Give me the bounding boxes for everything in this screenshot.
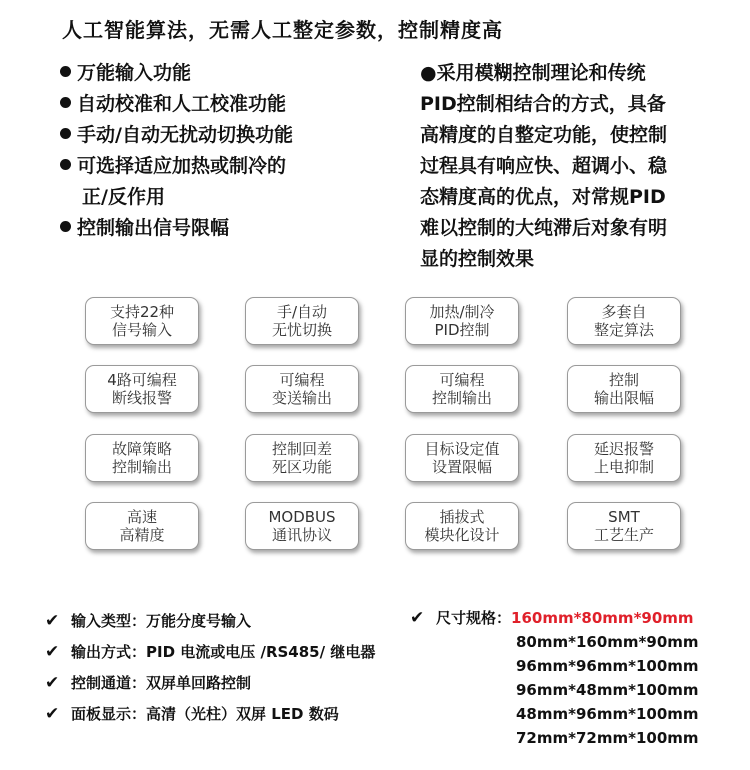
feature-card: 延迟报警 上电抑制 bbox=[567, 434, 681, 482]
size-primary: 160mm*80mm*90mm bbox=[511, 609, 694, 627]
check-icon: ✔ bbox=[45, 611, 60, 631]
size-option: 96mm*48mm*100mm bbox=[516, 681, 699, 699]
feature-card: 4路可编程 断线报警 bbox=[85, 365, 199, 413]
feature-item-continued: 正/反作用 bbox=[82, 186, 165, 208]
feature-card: 支持22种 信号输入 bbox=[85, 297, 199, 345]
spec-item: ✔ 控制通道：双屏单回路控制 bbox=[45, 668, 375, 699]
feature-item: 自动校准和人工校准功能 bbox=[60, 89, 380, 120]
description-block bbox=[420, 58, 720, 275]
feature-card: 手/自动 无忧切换 bbox=[245, 297, 359, 345]
description-line: 显的控制效果 bbox=[420, 248, 535, 270]
feature-item: 控制输出信号限幅 bbox=[60, 213, 380, 244]
bullet-icon bbox=[60, 66, 71, 77]
feature-list bbox=[60, 58, 380, 244]
spec-item: ✔ 输入类型：万能分度号输入 bbox=[45, 606, 375, 637]
size-label: 尺寸规格： bbox=[436, 609, 512, 627]
check-icon: ✔ bbox=[45, 642, 60, 662]
feature-card: 故障策略 控制输出 bbox=[85, 434, 199, 482]
check-icon: ✔ bbox=[410, 608, 425, 628]
check-icon: ✔ bbox=[45, 704, 60, 724]
description-line: 难以控制的大纯滞后对象有明 bbox=[420, 217, 668, 239]
spec-item: ✔ 输出方式：PID 电流或电压 /RS485/ 继电器 bbox=[45, 637, 375, 668]
bullet-icon bbox=[60, 159, 71, 170]
size-option: 96mm*96mm*100mm bbox=[516, 657, 699, 675]
size-spec bbox=[410, 606, 699, 750]
feature-card: MODBUS 通讯协议 bbox=[245, 502, 359, 550]
description-line: 高精度的自整定功能，使控制 bbox=[420, 124, 668, 146]
feature-card: 插拔式 模块化设计 bbox=[405, 502, 519, 550]
spec-list bbox=[45, 606, 375, 730]
feature-item: 可选择适应加热或制冷的 bbox=[60, 151, 380, 182]
bullet-icon bbox=[60, 128, 71, 139]
feature-grid bbox=[85, 297, 685, 557]
description-line: PID控制相结合的方式，具备 bbox=[420, 93, 666, 115]
bullet-icon bbox=[60, 97, 71, 108]
check-icon: ✔ bbox=[45, 673, 60, 693]
feature-card: 目标设定值 设置限幅 bbox=[405, 434, 519, 482]
feature-card: SMT 工艺生产 bbox=[567, 502, 681, 550]
bullet-icon bbox=[60, 221, 71, 232]
feature-card: 可编程 变送输出 bbox=[245, 365, 359, 413]
description-line: ●采用模糊控制理论和传统 bbox=[420, 62, 646, 84]
spec-item: ✔ 面板显示：高清（光柱）双屏 LED 数码 bbox=[45, 699, 375, 730]
description-line: 态精度高的优点，对常规PID bbox=[420, 186, 666, 208]
description-line: 过程具有响应快、超调小、稳 bbox=[420, 155, 668, 177]
feature-card: 多套自 整定算法 bbox=[567, 297, 681, 345]
feature-item: 手动/自动无扰动切换功能 bbox=[60, 120, 380, 151]
feature-card: 控制 输出限幅 bbox=[567, 365, 681, 413]
size-option: 72mm*72mm*100mm bbox=[516, 729, 699, 747]
feature-item: 万能输入功能 bbox=[60, 58, 380, 89]
feature-card: 高速 高精度 bbox=[85, 502, 199, 550]
feature-card: 加热/制冷 PID控制 bbox=[405, 297, 519, 345]
size-option: 80mm*160mm*90mm bbox=[516, 633, 699, 651]
size-option: 48mm*96mm*100mm bbox=[516, 705, 699, 723]
feature-card: 控制回差 死区功能 bbox=[245, 434, 359, 482]
feature-card: 可编程 控制输出 bbox=[405, 365, 519, 413]
page-title: 人工智能算法，无需人工整定参数，控制精度高 bbox=[62, 18, 503, 42]
